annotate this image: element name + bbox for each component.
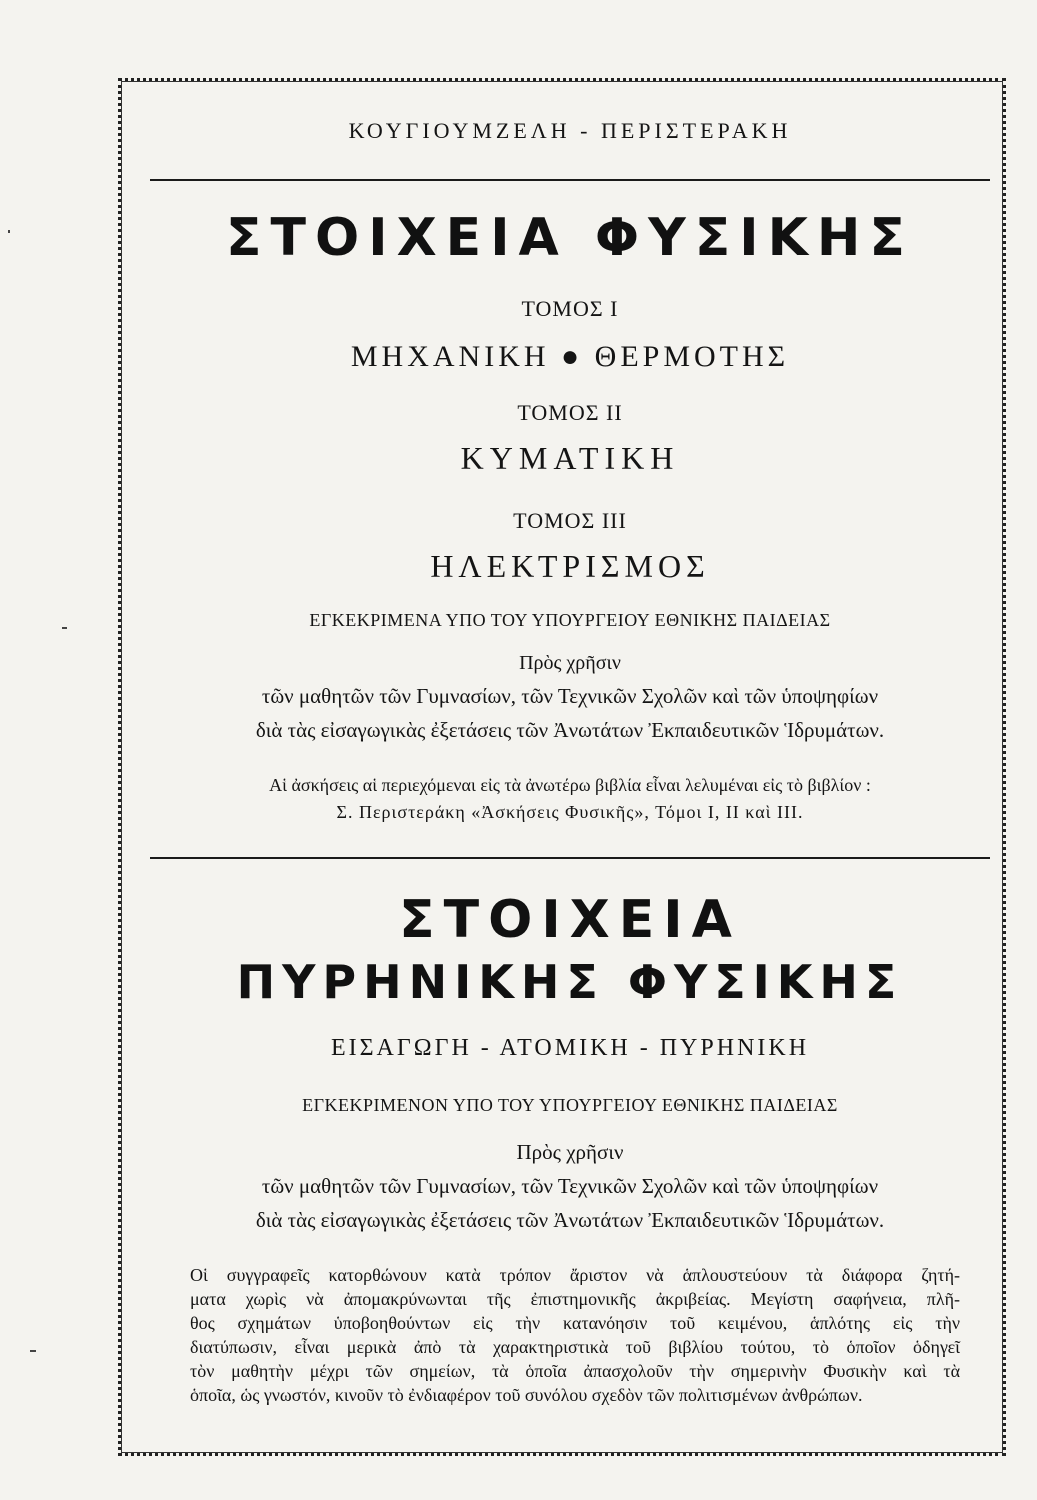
- book2-approval: ΕΓΚΕΚΡΙΜΕΝΟΝ ΥΠΟ ΤΟΥ ΥΠΟΥΡΓΕΙΟΥ ΕΘΝΙΚΗΣ ΠΑΙΔΕΙΑΣ: [302, 1095, 838, 1115]
- page-border-inner: [121, 81, 1003, 1453]
- book2-description: [190, 1263, 960, 1407]
- divider-rule: [150, 179, 990, 181]
- divider-rule: [150, 857, 990, 859]
- book1-volume1-label: ΤΟΜΟΣ Ι: [521, 296, 619, 321]
- book1-exercises-reference: Σ. Περιστεράκη «Ἀσκήσεις Φυσικῆς», Τόμοι Ι, ΙΙ καὶ ΙΙΙ.: [336, 802, 804, 822]
- book1-approval: ΕΓΚΕΚΡΙΜΕΝΑ ΥΠΟ ΤΟΥ ΥΠΟΥΡΓΕΙΟΥ ΕΘΝΙΚΗΣ ΠΑΙΔΕΙΑΣ: [309, 610, 831, 630]
- margin-speck: [8, 230, 10, 233]
- page-border: [118, 78, 1006, 1456]
- book1-volume1-subject: ΜΗΧΑΝΙΚΗ ● ΘΕΡΜΟΤΗΣ: [350, 340, 790, 373]
- authors-heading: ΚΟΥΓΙΟΥΜΖΕΛΗ - ΠΕΡΙΣΤΕΡΑΚΗ: [348, 118, 792, 143]
- description-line: διατύπωσιν, εἶναι μερικὰ ἀπὸ τὰ χαρακτηριστικὰ τοῦ βιβλίου τούτου, τὸ ὁποῖον ὁδηγεῖ: [190, 1337, 960, 1357]
- description-line: θος σχημάτων ὑποβοηθούντων εἰς τὴν κατανόησιν τοῦ κειμένου, ἁπλότης εἰς τὴν: [190, 1313, 960, 1333]
- description-line: ματα χωρὶς νὰ ἀπομακρύνωνται τῆς ἐπιστημονικῆς ἀκριβείας. Μεγίστη σαφήνεια, πλῆ-: [190, 1289, 960, 1309]
- book1-title: ΣΤΟΙΧΕΙΑ ΦΥΣΙΚΗΣ: [226, 208, 914, 268]
- book2-usage-line: τῶν μαθητῶν τῶν Γυμνασίων, τῶν Τεχνικῶν Σχολῶν καὶ τῶν ὑποψηφίων: [261, 1174, 879, 1198]
- margin-speck: [30, 1350, 36, 1352]
- book1-volume2-label: ΤΟΜΟΣ ΙΙ: [517, 400, 623, 425]
- book1-usage-line: Πρὸς χρῆσιν: [519, 652, 621, 674]
- book1-usage-line: διὰ τὰς εἰσαγωγικὰς ἐξετάσεις τῶν Ἀνωτάτων Ἐκπαιδευτικῶν Ἱδρυμάτων.: [255, 718, 885, 742]
- description-line: τὸν μαθητὴν μέχρι τῶν σημείων, τὰ ὁποῖα ἀπασχολοῦν τὴν σημερινὴν Φυσικὴν καὶ τὰ: [190, 1361, 960, 1381]
- book1-usage-line: τῶν μαθητῶν τῶν Γυμνασίων, τῶν Τεχνικῶν Σχολῶν καὶ τῶν ὑποψηφίων: [261, 684, 879, 708]
- book2-title-line1: ΣΤΟΙΧΕΙΑ: [399, 890, 741, 950]
- description-line: Οἱ συγγραφεῖς κατορθώνουν κατὰ τρόπον ἄριστον νὰ ἁπλουστεύουν τὰ διάφορα ζητή-: [190, 1265, 960, 1285]
- book1-volume2-subject: ΚΥΜΑΤΙΚΗ: [460, 440, 680, 476]
- book1-volume3-subject: ΗΛΕΚΤΡΙΣΜΟΣ: [430, 548, 710, 584]
- book1-exercises-note: Αἱ ἀσκήσεις αἱ περιεχόμεναι εἰς τὰ ἀνωτέρω βιβλία εἶναι λελυμέναι εἰς τὸ βιβλίον :: [269, 775, 871, 795]
- book2-title-line2: ΠΥΡΗΝΙΚΗΣ ΦΥΣΙΚΗΣ: [236, 955, 904, 1009]
- book2-subtitle: ΕΙΣΑΓΩΓΗ - ΑΤΟΜΙΚΗ - ΠΥΡΗΝΙΚΗ: [330, 1035, 810, 1061]
- book2-usage-line: διὰ τὰς εἰσαγωγικὰς ἐξετάσεις τῶν Ἀνωτάτων Ἐκπαιδευτικῶν Ἱδρυμάτων.: [255, 1208, 885, 1232]
- book1-volume3-label: ΤΟΜΟΣ ΙΙΙ: [513, 508, 627, 533]
- book2-usage-line: Πρὸς χρῆσιν: [516, 1140, 624, 1164]
- description-line: ὁποῖα, ὡς γνωστόν, κινοῦν τὸ ἐνδιαφέρον τοῦ συνόλου σχεδὸν τῶν πολιτισμένων ἀνθρώπων.: [190, 1385, 863, 1405]
- margin-speck: [62, 627, 67, 629]
